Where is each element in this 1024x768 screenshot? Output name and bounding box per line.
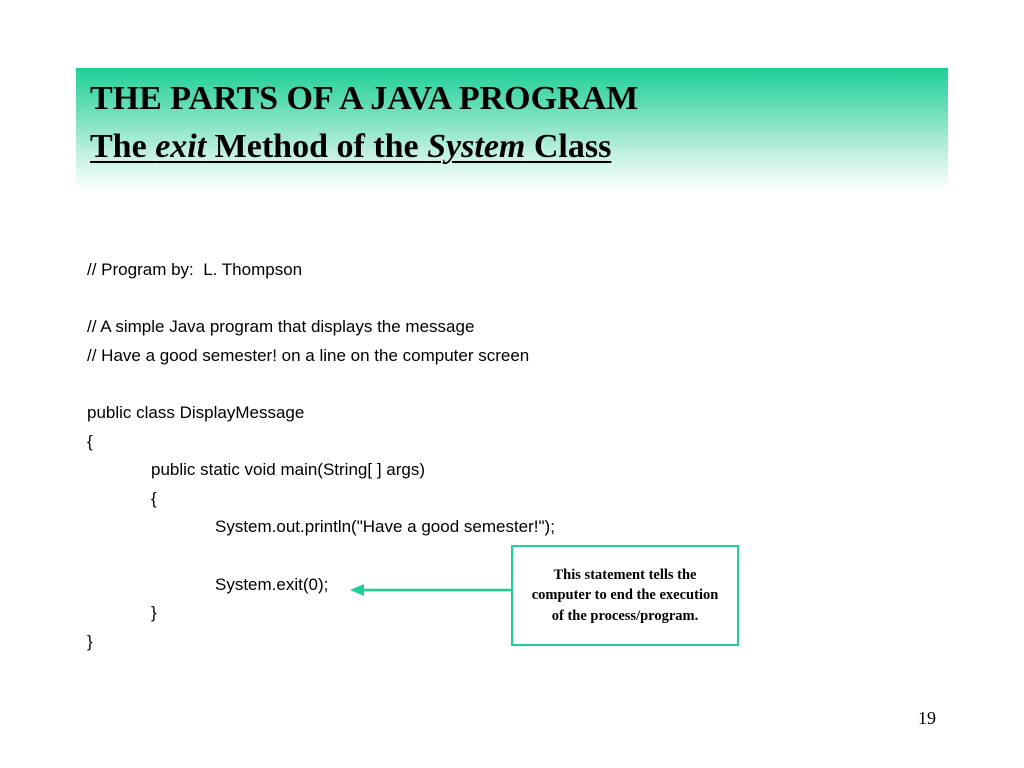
subtitle-text-1: The bbox=[90, 128, 156, 165]
code-line-open-brace: { bbox=[151, 488, 157, 508]
code-line-blank bbox=[87, 285, 555, 314]
code-line-description-comment-2: // Have a good semester! on a line on the computer screen bbox=[87, 345, 530, 365]
slide-header bbox=[76, 68, 948, 192]
code-line-close-brace: } bbox=[87, 631, 93, 651]
code-line-main-method: public static void main(String[ ] args) bbox=[151, 460, 425, 480]
code-line-system-exit: System.exit(0); bbox=[215, 574, 329, 594]
subtitle-system-keyword: System bbox=[427, 128, 526, 165]
code-line-open-brace: { bbox=[87, 431, 93, 451]
code-line-close-brace: } bbox=[151, 603, 157, 623]
code-line-println: System.out.println("Have a good semester!"); bbox=[215, 517, 555, 537]
subtitle-exit-keyword: exit bbox=[155, 128, 207, 165]
callout-box: This statement tells the computer to end the execution of the process/program. bbox=[511, 545, 739, 646]
callout-arrow bbox=[348, 580, 514, 600]
code-line-description-comment: // A simple Java program that displays the message bbox=[87, 317, 475, 337]
slide-subtitle bbox=[90, 128, 611, 166]
code-line-blank bbox=[87, 542, 555, 571]
code-line-author-comment: // Program by: L. Thompson bbox=[87, 260, 303, 279]
subtitle-text-2: Method of the bbox=[206, 128, 428, 165]
slide-title: THE PARTS OF A JAVA PROGRAM bbox=[90, 80, 639, 117]
page-number: 19 bbox=[918, 708, 936, 728]
code-line-blank bbox=[87, 370, 555, 399]
subtitle-text-3: Class bbox=[525, 128, 612, 165]
code-line-class-declaration: public class DisplayMessage bbox=[87, 402, 305, 422]
